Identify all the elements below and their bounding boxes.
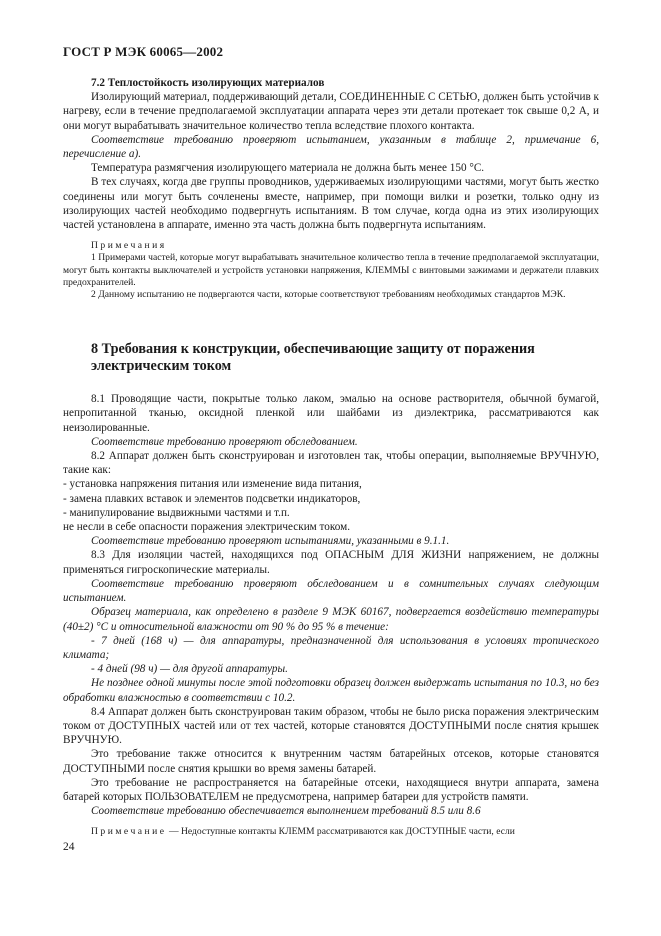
paragraph: Не позднее одной минуты после этой подготовки образец должен выдержать испытания по 10.3, но без обработки влажностью в соответствии с 10.2. xyxy=(63,677,599,704)
paragraph: 8.2 Аппарат должен быть сконструирован и изготовлен так, чтобы операции, выполняемые ВРУЧНУЮ, такие как: xyxy=(63,450,599,477)
compliance-check: Соответствие требованию проверяют обследованием и в сомнительных случаях следующим испытанием. xyxy=(63,577,599,605)
section-7-2-title: 7.2 Теплостойкость изолирующих материалов xyxy=(91,77,325,89)
document-header: ГОСТ Р МЭК 60065—2002 xyxy=(63,44,224,59)
paragraph: Изолирующий материал, поддерживающий детали, СОЕДИНЕННЫЕ С СЕТЬЮ, должен быть устойчив к нагреву, если в течение предполагаемой эксплуатации аппарата через эти детали протекает ток свыше 0,2 А, и они могут вырабатывать значительное количество тепла вследствие плохого контакта. xyxy=(63,91,599,132)
paragraph: не несли в себе опасности поражения электрическим током. xyxy=(63,521,351,534)
paragraph: 8.3 Для изоляции частей, находящихся под ОПАСНЫМ ДЛЯ ЖИЗНИ напряжением, не должны применяться гигроскопические материалы. xyxy=(63,549,599,576)
section-8-title: 8 Требования к конструкции, обеспечивающие защиту от поражения электрическим током xyxy=(91,341,535,374)
compliance-check: Соответствие требованию проверяют испытаниями, указанными в 9.1.1. xyxy=(91,535,450,548)
final-note xyxy=(63,826,599,838)
list-item: - установка напряжения питания или изменение вида питания, xyxy=(63,478,362,491)
paragraph: Это требование не распространяется на батарейные отсеки, находящиеся внутри аппарата, замена батарей которых ПОЛЬЗОВАТЕЛЕМ не предусмотрена, например батареи для устройств памяти. xyxy=(63,776,599,803)
notes-title: Примечания xyxy=(91,240,167,252)
page-number: 24 xyxy=(63,841,75,853)
compliance-check: Соответствие требованию обеспечивается выполнением требований 8.5 или 8.6 xyxy=(91,805,481,818)
list-item: - манипулирование выдвижными частями и т.п. xyxy=(63,506,290,519)
paragraph: 8.1 Проводящие части, покрытые только лаком, эмалью на основе растворителя, обычной бумагой, непропитанной тканью, оксидной пленкой или шайбами из диэлектрика, рассматриваются как неизолированные. xyxy=(63,393,599,434)
final-note-text: — Недоступные контакты КЛЕММ рассматриваются как ДОСТУПНЫЕ части, если xyxy=(166,826,515,838)
paragraph: В тех случаях, когда две группы проводников, удерживаемых изолирующими частями, могут быть жестко соединены или могут быть сочленены вместе, например, при помощи вилки и розетки, только одну из изолирующих частей необходимо подвергнуть испытаниям. В том случае, когда одна из этих изолирующих частей установлена в аппарате, именно эта часть должна быть подвергнута испытаниям. xyxy=(63,176,599,232)
list-item: - замена плавких вставок и элементов подсветки индикаторов, xyxy=(63,492,361,505)
note: 1 Примерами частей, которые могут вырабатывать значительное количество тепла в течение предполагаемой эксплуатации, могут быть контакты выключателей и устройств установки напряжения, КЛЕММЫ с винтовыми зажимами и держатели плавких предохранителей. xyxy=(63,252,599,288)
paragraph: Температура размягчения изолирующего материала не должна быть менее 150 °С. xyxy=(91,162,485,175)
list-item: - 7 дней (168 ч) — для аппаратуры, предназначенной для использования в условиях тропического климата; xyxy=(63,634,599,661)
paragraph: Образец материала, как определено в разделе 9 МЭК 60167, подвергается воздействию температуры (40±2) °С и относительной влажности от 90 % до 95 % в течение: xyxy=(63,606,599,633)
final-note-label: Примечание xyxy=(91,826,167,838)
page-body xyxy=(63,76,599,839)
note: 2 Данному испытанию не подвергаются части, которые соответствуют требованиям необходимых стандартов МЭК. xyxy=(91,289,566,301)
list-item: - 4 дней (98 ч) — для другой аппаратуры. xyxy=(91,663,288,676)
compliance-check: Соответствие требованию проверяют обследованием. xyxy=(91,435,358,448)
paragraph: Это требование также относится к внутренним частям батарейных отсеков, которые становятся ДОСТУПНЫМИ после снятия крышки во время замены батарей. xyxy=(63,748,599,775)
compliance-check: Соответствие требованию проверяют испытанием, указанным в таблице 2, примечание 6, перечисление а). xyxy=(63,133,599,161)
paragraph: 8.4 Аппарат должен быть сконструирован таким образом, чтобы не было риска поражения электрическим током от ДОСТУПНЫХ частей или от тех частей, которые становятся ДОСТУПНЫМИ после снятия крышек ВРУЧНУЮ. xyxy=(63,705,599,747)
